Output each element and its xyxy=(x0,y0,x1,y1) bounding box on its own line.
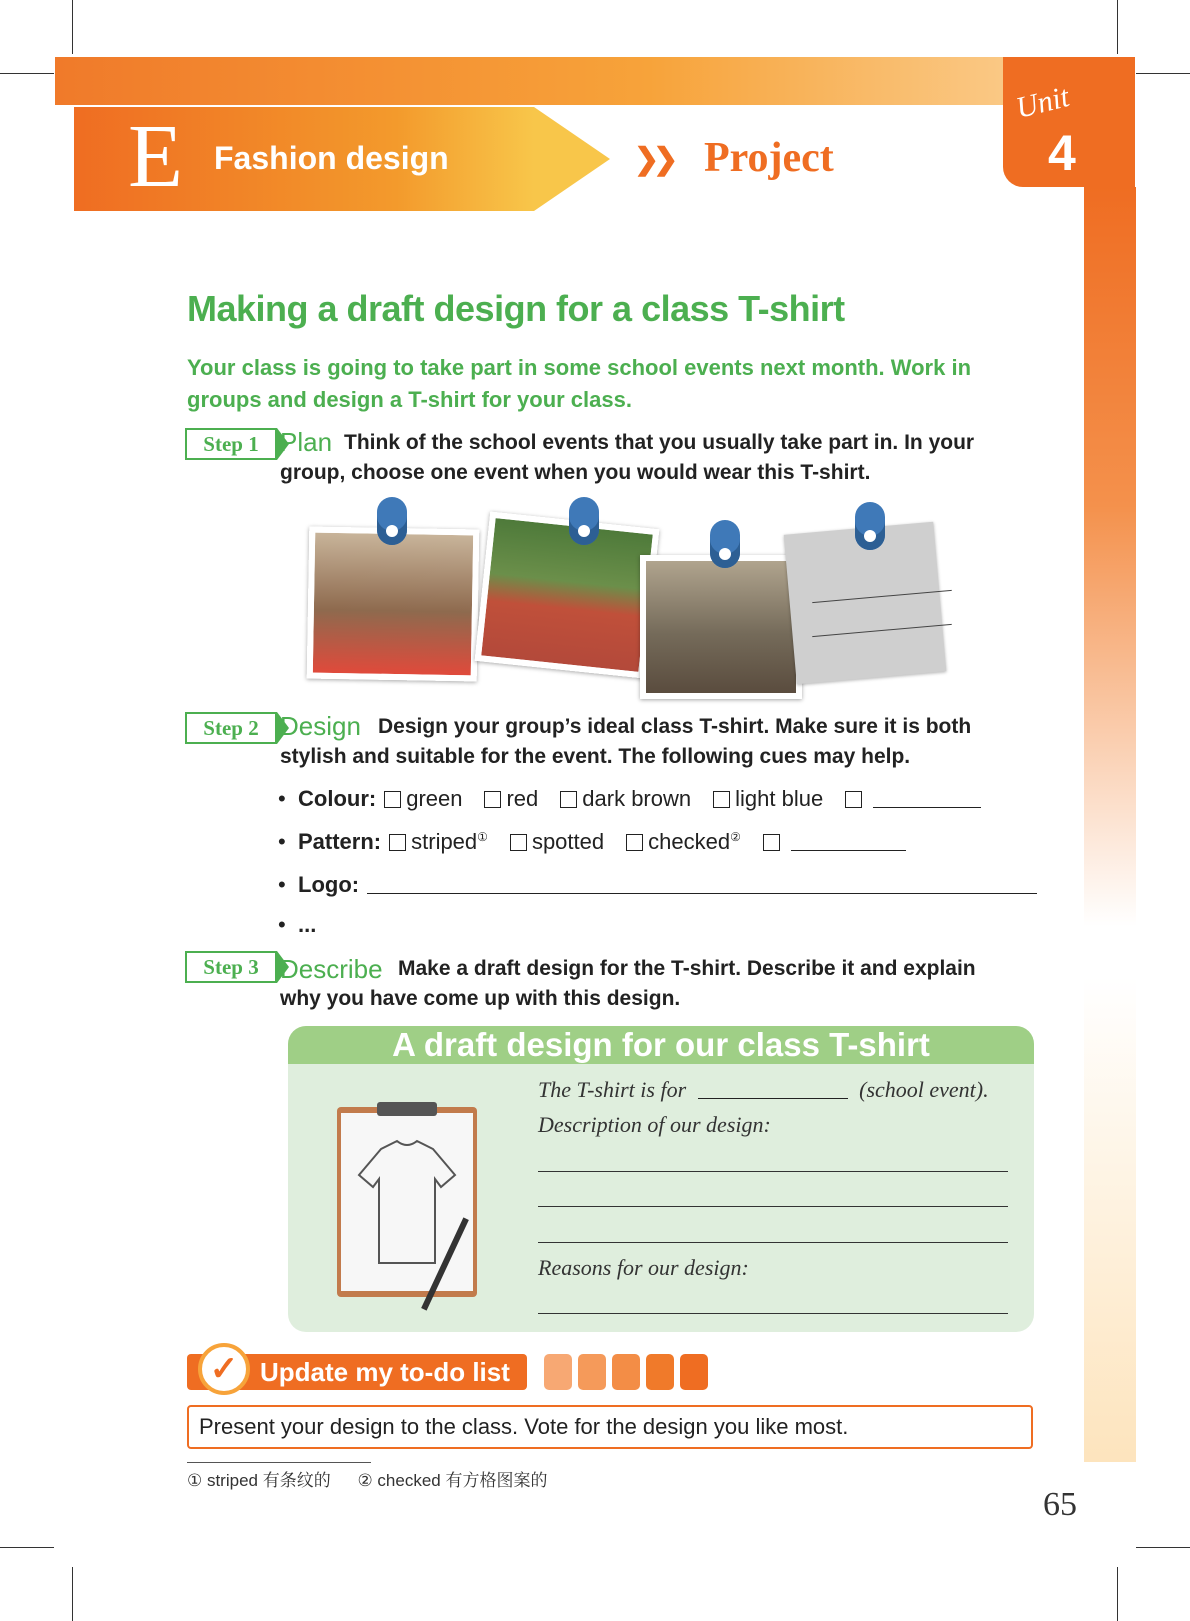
section-letter: E xyxy=(128,107,183,206)
checkbox[interactable] xyxy=(713,791,730,808)
header-band xyxy=(55,57,1135,105)
step-name: Design xyxy=(280,711,361,741)
more-row xyxy=(278,912,316,938)
option-striped: striped xyxy=(411,829,478,854)
blank-line[interactable] xyxy=(367,893,1037,894)
progress-square xyxy=(544,1354,572,1390)
step-text: Make a draft design for the T-shirt. Describe it and explain why you have come up with this design. xyxy=(280,957,976,1010)
step-tag: Step 3 xyxy=(185,951,277,983)
checkbox[interactable] xyxy=(763,834,780,851)
section-banner-arrow xyxy=(534,107,610,211)
checkbox[interactable] xyxy=(510,834,527,851)
check-icon: ✓ xyxy=(198,1343,250,1395)
progress-square xyxy=(578,1354,606,1390)
photo-orchestra xyxy=(307,527,480,682)
event-blank[interactable] xyxy=(698,1098,848,1099)
tshirt-icon xyxy=(341,1113,473,1291)
crop-mark xyxy=(1117,1567,1118,1621)
checkbox[interactable] xyxy=(384,791,401,808)
step-text: Think of the school events that you usually take part in. In your group, choose one event when you would wear this T-shirt. xyxy=(280,431,975,484)
step-tag: Step 2 xyxy=(185,712,277,744)
event-prefix: The T-shirt is for xyxy=(538,1077,687,1102)
pin-icon xyxy=(569,497,599,545)
colour-row xyxy=(278,786,981,812)
pattern-label: Pattern: xyxy=(298,829,382,854)
step-text: Design your group’s ideal class T-shirt. Make sure it is both stylish and suitable for the event. The following cues may help. xyxy=(280,715,972,768)
option-checked: checked xyxy=(648,829,731,854)
clipboard-paper xyxy=(341,1113,473,1291)
bullet: • xyxy=(278,912,286,937)
event-suffix: (school event). xyxy=(859,1077,989,1102)
crop-mark xyxy=(72,1567,73,1621)
crop-mark xyxy=(72,0,73,54)
checkbox[interactable] xyxy=(560,791,577,808)
progress-square xyxy=(612,1354,640,1390)
logo-label: Logo: xyxy=(298,872,360,897)
step-tag: Step 1 xyxy=(185,428,277,460)
crop-mark xyxy=(1136,73,1190,74)
pin-icon xyxy=(710,520,740,568)
pin-icon xyxy=(855,502,885,550)
option-light-blue: light blue xyxy=(735,786,824,811)
pin-icon xyxy=(377,497,407,545)
footnotes xyxy=(187,1466,569,1491)
crop-mark xyxy=(0,1547,54,1548)
answer-line[interactable] xyxy=(538,1206,1008,1207)
page-title: Making a draft design for a class T-shirt xyxy=(187,288,845,329)
page-number: 65 xyxy=(1043,1486,1077,1523)
blank-line[interactable] xyxy=(873,807,981,808)
reasons-label: Reasons for our design: xyxy=(538,1255,749,1280)
todo-bar: Update my to-do list xyxy=(187,1354,527,1390)
panel-heading: A draft design for our class T-shirt xyxy=(288,1026,1034,1064)
event-line xyxy=(538,1077,989,1103)
option-spotted: spotted xyxy=(531,829,605,854)
blank-line[interactable] xyxy=(791,850,906,851)
photo-running xyxy=(475,512,660,679)
answer-line[interactable] xyxy=(538,1242,1008,1243)
checkbox[interactable] xyxy=(484,791,501,808)
checkbox[interactable] xyxy=(389,834,406,851)
intro-text: Your class is going to take part in some school events next month. Work in groups and design a T-shirt for your class. xyxy=(187,355,972,412)
crop-mark xyxy=(0,73,54,74)
pattern-row xyxy=(278,829,906,855)
footnote-checked: ② checked 有方格图案的 xyxy=(357,1471,548,1490)
footnote-mark: ② xyxy=(730,829,741,844)
more-ellipsis: ... xyxy=(298,912,317,937)
chevrons-icon: ❯❯ xyxy=(634,143,673,176)
footnote-mark: ① xyxy=(477,829,488,844)
description-label: Description of our design: xyxy=(538,1112,771,1137)
footnote-rule xyxy=(187,1462,371,1463)
progress-square xyxy=(680,1354,708,1390)
side-strip xyxy=(1084,187,1136,1462)
checkbox[interactable] xyxy=(845,791,862,808)
checkbox[interactable] xyxy=(626,834,643,851)
todo-task: Present your design to the class. Vote for the design you like most. xyxy=(187,1405,1033,1449)
bullet: • xyxy=(278,829,286,854)
unit-word: Unit xyxy=(1012,80,1073,125)
option-green: green xyxy=(406,786,463,811)
bullet: • xyxy=(278,786,286,811)
photo-tree-planting xyxy=(640,555,802,699)
colour-label: Colour: xyxy=(298,786,377,811)
step-name: Plan xyxy=(280,427,333,457)
crop-mark xyxy=(1117,0,1118,54)
step-name: Describe xyxy=(280,954,383,984)
clipboard-clip xyxy=(377,1102,437,1116)
answer-line[interactable] xyxy=(538,1171,1008,1172)
logo-row xyxy=(278,872,1037,898)
option-dark-brown: dark brown xyxy=(582,786,692,811)
project-label: Project xyxy=(704,135,834,181)
progress-square xyxy=(646,1354,674,1390)
section-title: Fashion design xyxy=(214,140,449,176)
bullet: • xyxy=(278,872,286,897)
footnote-striped: ① striped 有条纹的 xyxy=(187,1471,331,1490)
answer-line[interactable] xyxy=(538,1313,1008,1314)
unit-number: 4 xyxy=(1048,125,1076,181)
option-red: red xyxy=(506,786,539,811)
crop-mark xyxy=(1136,1547,1190,1548)
